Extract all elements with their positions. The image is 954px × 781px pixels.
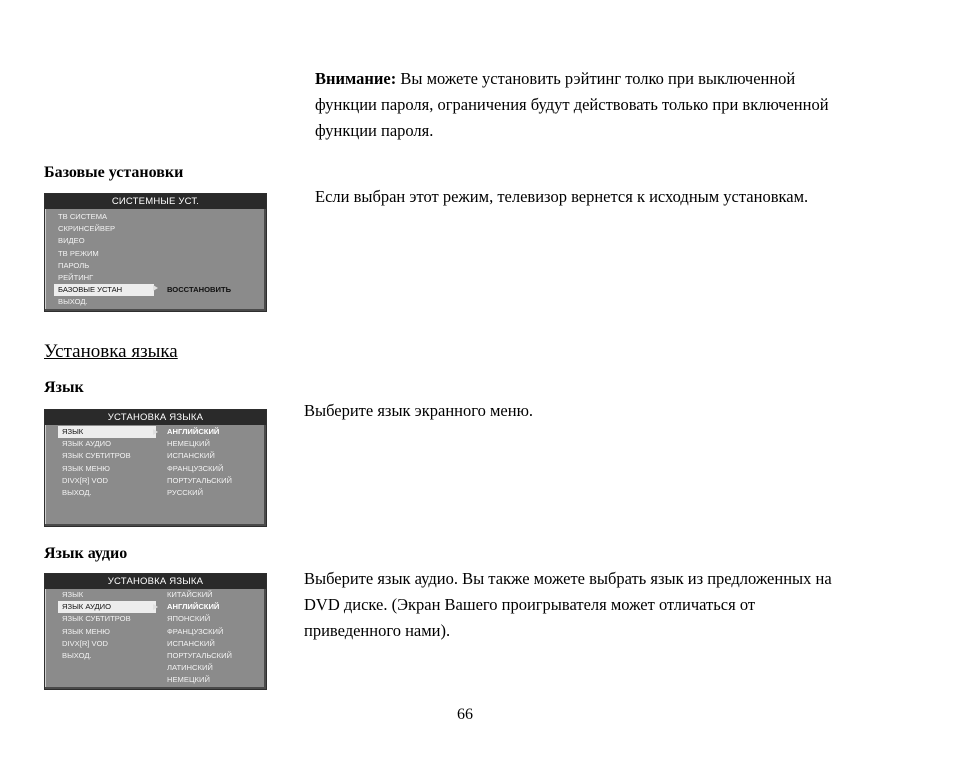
osd-item-rating: РЕЙТИНГ: [58, 272, 94, 282]
warning-line-3: функции пароля.: [315, 121, 434, 140]
osd-menu-list: [58, 589, 156, 662]
language-section-title: Установка языка: [44, 341, 178, 362]
osd-item-password: ПАРОЛЬ: [58, 260, 90, 270]
osd-option-list: [167, 426, 232, 499]
osd-option-latin: ЛАТИНСКИЙ: [167, 663, 213, 673]
audio-language-menu-screenshot: [44, 573, 267, 690]
osd-option-spanish: ИСПАНСКИЙ: [167, 451, 215, 461]
osd-option-german: НЕМЕЦКИЙ: [167, 439, 210, 449]
osd-item-defaults: БАЗОВЫЕ УСТАН: [54, 284, 154, 296]
base-settings-heading: Базовые установки: [44, 164, 184, 181]
osd-item-audio-language: ЯЗЫК АУДИО: [62, 439, 112, 449]
osd-option-english: АНГЛИЙСКИЙ: [167, 427, 220, 436]
arrow-right-icon: [153, 429, 158, 435]
osd-title: УСТАНОВКА ЯЗЫКА: [45, 410, 266, 425]
osd-menu-list: [54, 211, 154, 309]
osd-option-german: НЕМЕЦКИЙ: [167, 675, 210, 685]
arrow-right-icon: [153, 285, 158, 291]
osd-item-screensaver: СКРИНСЕЙВЕР: [58, 224, 116, 234]
osd-item-language: ЯЗЫК: [58, 426, 156, 438]
osd-option-list: [167, 284, 231, 296]
osd-option-list: [167, 589, 232, 687]
osd-item-divx-vod: DIVX[R] VOD: [62, 638, 108, 648]
osd-title: УСТАНОВКА ЯЗЫКА: [45, 574, 266, 589]
osd-item-menu-language: ЯЗЫК МЕНЮ: [62, 626, 110, 636]
osd-item-video: ВИДЕО: [58, 236, 85, 246]
warning-paragraph: [315, 66, 829, 144]
osd-option-restore: ВОССТАНОВИТЬ: [167, 285, 232, 294]
page-number: 66: [457, 706, 473, 723]
system-settings-menu-screenshot: [44, 193, 267, 312]
osd-option-russian: РУССКИЙ: [167, 487, 204, 497]
osd-item-language: ЯЗЫК: [62, 590, 84, 599]
osd-option-spanish: ИСПАНСКИЙ: [167, 638, 215, 648]
osd-option-japanese: ЯПОНСКИЙ: [167, 614, 211, 624]
warning-line-1: Вы можете установить рэйтинг толко при выключенной: [396, 69, 796, 88]
osd-item-subtitle-language: ЯЗЫК СУБТИТРОВ: [62, 451, 131, 461]
osd-option-french: ФРАНЦУЗСКИЙ: [167, 626, 224, 636]
warning-label: Внимание:: [315, 69, 397, 88]
osd-language-description: Выберите язык экранного меню.: [304, 401, 534, 420]
osd-item-exit: ВЫХОД.: [62, 650, 92, 660]
audio-description-line-3: приведенного нами).: [304, 621, 451, 640]
osd-menu-list: [58, 426, 156, 499]
osd-option-chinese: КИТАЙСКИЙ: [167, 590, 213, 599]
osd-option-portuguese: ПОРТУГАЛЬСКИЙ: [167, 650, 233, 660]
osd-language-heading: Язык: [44, 379, 84, 396]
osd-item-subtitle-language: ЯЗЫК СУБТИТРОВ: [62, 614, 131, 624]
osd-option-english: АНГЛИЙСКИЙ: [167, 602, 220, 612]
warning-line-2: функции пароля, ограничения будут действовать только при включенной: [315, 95, 829, 114]
audio-description-line-1: Выберите язык аудио. Вы также можете выбрать язык из предложенных на: [304, 569, 832, 588]
language-menu-screenshot: [44, 409, 267, 527]
base-settings-description: Если выбран этот режим, телевизор вернется к исходным установкам.: [315, 187, 809, 206]
audio-description-line-2: DVD диске. (Экран Вашего проигрывателя может отличаться от: [304, 595, 756, 614]
arrow-right-icon: [153, 604, 158, 610]
osd-item-menu-language: ЯЗЫК МЕНЮ: [62, 463, 110, 473]
osd-item-divx-vod: DIVX[R] VOD: [62, 475, 108, 485]
osd-option-portuguese: ПОРТУГАЛЬСКИЙ: [167, 475, 233, 485]
osd-title: СИСТЕМНЫЕ УСТ.: [45, 194, 266, 209]
osd-item-exit: ВЫХОД.: [58, 297, 88, 307]
osd-item-tv-system: ТВ СИСТЕМА: [58, 212, 108, 221]
audio-language-heading: Язык аудио: [44, 545, 128, 562]
audio-language-description: [304, 566, 832, 644]
osd-option-french: ФРАНЦУЗСКИЙ: [167, 463, 224, 473]
osd-item-exit: ВЫХОД.: [62, 487, 92, 497]
osd-item-tv-mode: ТВ РЕЖИМ: [58, 248, 99, 258]
osd-item-audio-language: ЯЗЫК АУДИО: [58, 601, 156, 613]
